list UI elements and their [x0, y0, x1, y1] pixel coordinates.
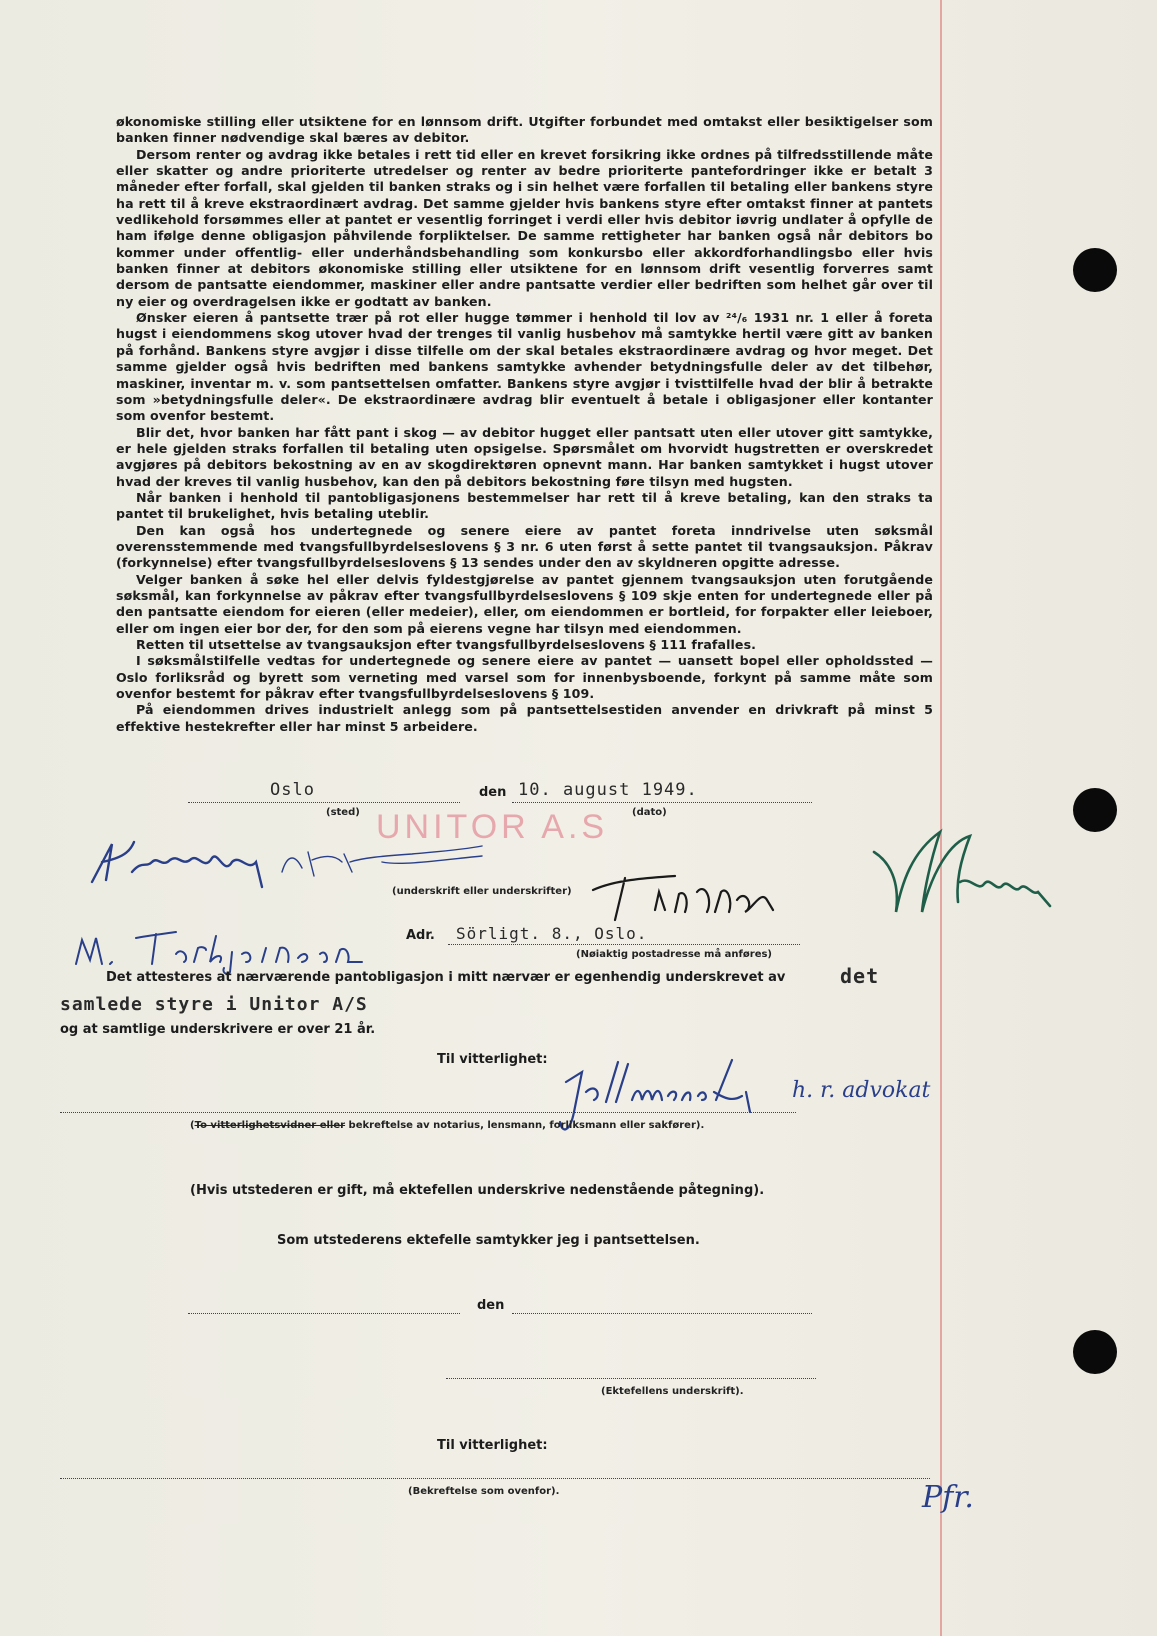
punch-hole: [1073, 248, 1117, 292]
signature-finn-arnesen: [585, 870, 785, 930]
terms-paragraph: økonomiske stilling eller utsiktene for en lønnsom drift. Utgifter forbundet med omtakst eller besiktigelser som banken finner nødvendige skal bæres av debitor.: [116, 114, 933, 146]
date-label: (dato): [632, 807, 667, 818]
spouse-place-line: [188, 1313, 460, 1314]
spouse-date-line: [512, 1313, 812, 1314]
address-label: (Nøiaktig postadresse må anføres): [576, 949, 773, 960]
spouse-signature-line: [446, 1378, 816, 1379]
witness-label: (To vitterlighetsvidner eller bekreftelse av notarius, lensmann, forliksmann eller sakfører).: [190, 1120, 705, 1131]
spouse-sig-label: (Ektefellens underskrift).: [601, 1386, 744, 1397]
company-stamp: UNITOR A.S: [376, 808, 609, 846]
spouse-consent: Som utstederens ektefelle samtykker jeg i pantsettelsen.: [277, 1233, 700, 1248]
punch-hole: [1073, 1330, 1117, 1374]
confirm-line: [60, 1478, 930, 1479]
terms-paragraph: Når banken i henhold til pantobligasjonens bestemmelser har rett til å kreve betaling, kan den straks ta pantet til brukelighet, hvis betaling uteblir.: [116, 489, 933, 522]
attest-tail: og at samtlige underskrivere er over 21 år.: [60, 1022, 376, 1037]
den-label-2: den: [477, 1298, 505, 1313]
witness-line: [60, 1112, 796, 1113]
terms-paragraph: I søksmålstilfelle vedtas for undertegnede og senere eiere av pantet — uansett bopel eller opholdssted — Oslo forliksråd og byrett som verneting med varsel som for innenbysboende, forkynt på samme måte som ovenfor bestemt for påkrav efter tvangsfullbyrdelseslovens § 109.: [116, 653, 933, 702]
terms-paragraph: Retten til utsettelse av tvangsauksjon efter tvangsfullbyrdelseslovens § 111 frafalles.: [136, 637, 757, 652]
handwritten-initials: Pfr.: [922, 1480, 974, 1515]
date-value: 10. august 1949.: [518, 780, 698, 800]
terms-paragraph: Dersom renter og avdrag ikke betales i rett tid eller en krevet forsikring ikke ordnes på tilfredsstillende måte eller skatter og andre prioriterte utredelser og renter av bedre prioriterte pantefordringer ikke er betalt 3 måneder efter forfall, skal gjelden til banken straks og i sin helhet være forfallen til betaling eller bankens styre ha rett til å kreve ekstraordinært avdrag. Det samme gjelder hvis bankens styre efter omtakst finner at pantets vedlikehold forsømmes eller at pantet er vesentlig forringet i verdi eller hvis debitor iøvrig undlater å opfylle de ham ifølge denne obligasjon påhvilende forpliktelser. De samme rettigheter har banken også når debitors bo kommer under offentlig- eller underhåndsbehandling som konkursbo eller akkordforhandlingsbo eller hvis banken finner at debitors økonomiske stilling eller utsiktene for en lønnsom drift vesentlig forverres samt dersom de pantsatte eiendommer, maskiner eller andre pantsatte verdier eller bedriften som helhet går over til ny eier og overdragelsen ikke er godtatt av banken.: [116, 146, 933, 309]
terms-paragraph: Blir det, hvor banken har fått pant i skog — av debitor hugget eller pantsatt uten eller utover gitt samtykke, er hele gjelden straks forfallen til betaling uten opsigelse. Spørsmålet om hvorvidt hugstretten er overskredet avgjøres på debitors bekostning av en av skogdirektøren opnevnt mann. Har banken samtykket i hugst utover hvad der kreves til vanlig husbehov, kan den på debitors bekostning føre tilsyn med hugsten.: [116, 424, 933, 489]
til-vitterlighet-2: Til vitterlighet:: [437, 1438, 548, 1453]
witness-title: h. r. advokat: [792, 1078, 931, 1103]
punch-hole: [1073, 788, 1117, 832]
til-vitterlighet-1: Til vitterlighet:: [437, 1052, 548, 1067]
date-line: [512, 802, 812, 803]
adr-label: Adr.: [406, 928, 435, 943]
address-value: Sörligt. 8., Oslo.: [456, 924, 648, 943]
terms-paragraph: På eiendommen drives industrielt anlegg som på pantsettelsestiden anvender en drivkraft på minst 5 effektive hestekrefter eller har minst 5 arbeidere.: [116, 702, 933, 734]
address-line: [448, 944, 800, 945]
place-label: (sted): [326, 807, 360, 818]
attest-fill-2: samlede styre i Unitor A/S: [60, 994, 368, 1015]
den-label: den: [479, 785, 507, 800]
terms-text-block: [116, 114, 933, 735]
spouse-note: (Hvis utstederen er gift, må ektefellen underskrive nedenstående påtegning).: [190, 1183, 765, 1198]
signature-m-torbjornsen: [66, 918, 386, 978]
terms-paragraph: Ønsker eieren å pantsette trær på rot eller hugge tømmer i henhold til lov av ²⁴/₆ 1931 nr. 1 eller å foreta hugst i eiendommens skog utover hvad der trenges til vanlig husbehov må samtykke hertil være gitt av banken på forhånd. Bankens styre avgjør i disse tilfelle om der skal betales ekstraordinære avdrag og hvor meget. Det samme gjelder også hvis bedriften med bankens samtykke avhender betydningsfulle deler av det tilbehør, maskiner, inventar m. v. som pantsettelsen omfatter. Bankens styre avgjør i tvisttilfelle hvad der blir å betrakte som »betydningsfulle deler«. De ekstraordinære avdrag blir eventuelt å betale i obligasjoner eller kontanter som ovenfor bestemt.: [116, 310, 933, 424]
signature-w-amundsen: [860, 812, 1060, 932]
place-value: Oslo: [270, 780, 315, 800]
signature-label: (underskrift eller underskrifter): [392, 886, 572, 897]
place-line: [188, 802, 460, 803]
attest-text: Det attesteres at nærværende pantobligasjon i mitt nærvær er egenhendig underskrevet av: [106, 970, 786, 985]
attest-fill-1: det: [840, 964, 880, 988]
confirm-label: (Bekreftelse som ovenfor).: [408, 1486, 560, 1497]
terms-paragraph: Den kan også hos undertegnede og senere eiere av pantet foreta inndrivelse uten søksmål overensstemmende med tvangsfullbyrdelseslovens § 3 nr. 6 uten først å sette pantet til tvangsauksjon. Påkrav (forkynnelse) efter tvangsfullbyrdelseslovens § 13 sendes under den av skyldneren opgitte adresse.: [116, 522, 933, 571]
terms-paragraph: Velger banken å søke hel eller delvis fyldestgjørelse av pantet gjennem tvangsauksjon uten forutgående søksmål, kan forkynnelse av påkrav efter tvangsfullbyrdelseslovens § 109 skje enten for undertegnede eller på den pantsatte eiendom for eieren (eller medeier), eller, om eiendommen er bortleid, for forpakter eller leieboer, eller om ingen eier bor der, for den som på eierens vegne har tilsyn med eiendommen.: [116, 571, 933, 636]
